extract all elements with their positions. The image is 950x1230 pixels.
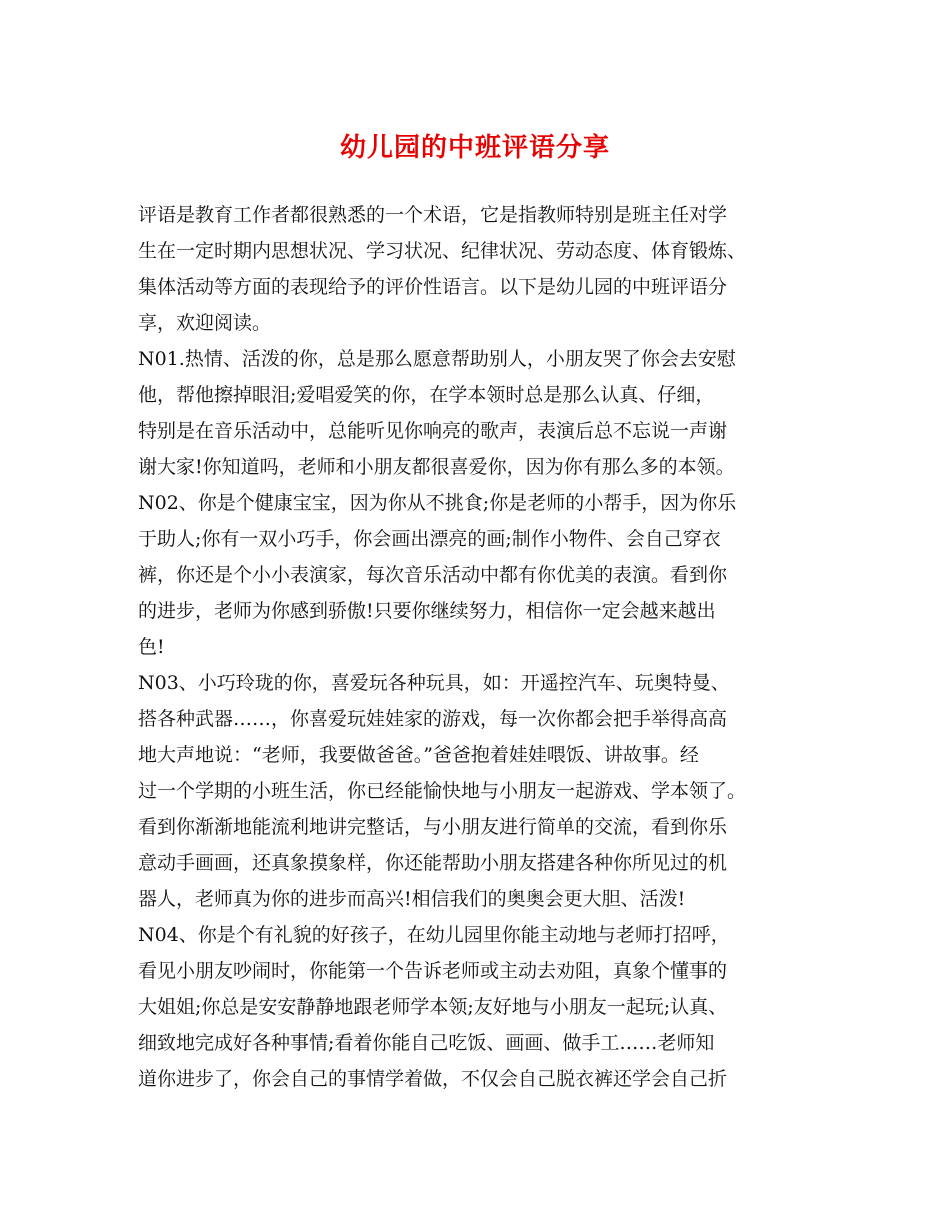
body-line: 特别是在音乐活动中，总能听见你响亮的歌声，表演后总不忘说一声谢 xyxy=(138,420,728,442)
body-line: 于助人;你有一双小巧手，你会画出漂亮的画;制作小物件、会自己穿衣 xyxy=(138,528,721,550)
body-line: N03、小巧玲珑的你，喜爱玩各种玩具，如：开遥控汽车、玩奥特曼、 xyxy=(138,672,730,694)
body-line: 细致地完成好各种事情;看着你能自己吃饭、画画、做手工……老师知 xyxy=(138,1032,715,1054)
body-line: 看见小朋友吵闹时，你能第一个告诉老师或主动去劝阻，真象个懂事的 xyxy=(138,960,728,982)
body-line: 意动手画画，还真象摸象样，你还能帮助小朋友搭建各种你所见过的机 xyxy=(138,852,728,874)
body-line: 谢大家!你知道吗，老师和小朋友都很喜爱你，因为你有那么多的本领。 xyxy=(138,456,735,478)
body-line: 过一个学期的小班生活，你已经能愉快地与小朋友一起游戏、学本领了。 xyxy=(138,780,747,802)
document-body xyxy=(138,197,838,1097)
document-title: 幼儿园的中班评语分享 xyxy=(339,133,610,163)
body-line: 的进步，老师为你感到骄傲!只要你继续努力，相信你一定会越来越出 xyxy=(138,600,716,622)
body-line: 评语是教育工作者都很熟悉的一个术语，它是指教师特别是班主任对学 xyxy=(138,204,728,226)
body-line: 地大声地说：“老师，我要做爸爸。”爸爸抱着娃娃喂饭、讲故事。经 xyxy=(138,744,699,766)
body-line: 他，帮他擦掉眼泪;爱唱爱笑的你，在学本领时总是那么认真、仔细， xyxy=(138,384,715,406)
body-line: 器人，老师真为你的进步而高兴!相信我们的奥奥会更大胆、活泼! xyxy=(138,888,686,910)
body-line: 生在一定时期内思想状况、学习状况、纪律状况、劳动态度、体育锻炼、 xyxy=(138,240,747,262)
body-line: N02、你是个健康宝宝，因为你从不挑食;你是老师的小帮手，因为你乐 xyxy=(138,492,737,514)
body-line: 享，欢迎阅读。 xyxy=(138,312,272,334)
body-line: 道你进步了，你会自己的事情学着做，不仅会自己脱衣裤还学会自己折 xyxy=(138,1068,728,1090)
body-line: N01.热情、活泼的你，总是那么愿意帮助别人，小朋友哭了你会去安慰 xyxy=(138,348,736,370)
body-line: 看到你渐渐地能流利地讲完整话，与小朋友进行简单的交流，看到你乐 xyxy=(138,816,728,838)
body-line: 搭各种武器……，你喜爱玩娃娃家的游戏，每一次你都会把手举得高高 xyxy=(138,708,728,730)
body-line: 大姐姐;你总是安安静静地跟老师学本领;友好地与小朋友一起玩;认真、 xyxy=(138,996,728,1018)
body-line: 裤，你还是个小小表演家，每次音乐活动中都有你优美的表演。看到你 xyxy=(138,564,728,586)
body-line: 集体活动等方面的表现给予的评价性语言。以下是幼儿园的中班评语分 xyxy=(138,276,728,298)
body-line: 色! xyxy=(138,636,165,658)
body-line: N04、你是个有礼貌的好孩子，在幼儿园里你能主动地与老师打招呼， xyxy=(138,924,730,946)
